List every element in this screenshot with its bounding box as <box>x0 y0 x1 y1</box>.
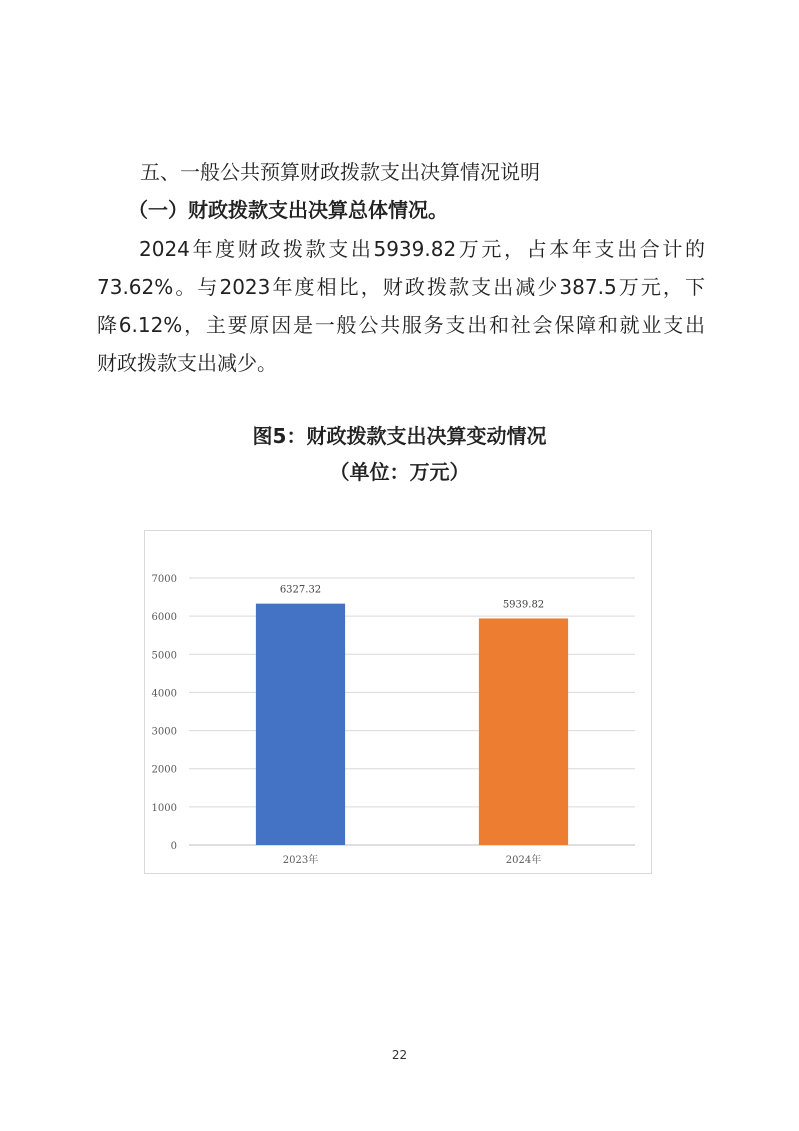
bar <box>256 604 345 845</box>
figure-subtitle: （单位：万元） <box>329 460 470 484</box>
data-label: 6327.32 <box>279 584 322 596</box>
x-tick-label: 2023年 <box>282 855 319 866</box>
paragraph-line: 降6.12%，主要原因是一般公共服务支出和社会保障和就业支出 <box>97 313 705 337</box>
bar <box>479 618 568 845</box>
y-tick-label: 0 <box>170 841 177 852</box>
bar-chart-svg <box>145 531 651 873</box>
paragraph-line: 2024年度财政拨款支出5939.82万元，占本年支出合计的 <box>139 237 705 261</box>
page-number: 22 <box>391 1048 408 1062</box>
y-tick-label: 1000 <box>151 802 177 814</box>
y-tick-label: 4000 <box>151 688 177 700</box>
y-tick-label: 2000 <box>151 764 177 776</box>
y-tick-label: 3000 <box>151 726 177 738</box>
x-tick-label: 2024年 <box>505 855 542 866</box>
body-paragraph <box>97 230 705 382</box>
paragraph-line: 73.62%。与2023年度相比，财政拨款支出减少387.5万元，下 <box>97 275 705 299</box>
bar-chart <box>144 530 652 874</box>
y-tick-label: 7000 <box>151 574 177 585</box>
section-subheading: （一）财政拨款支出决算总体情况。 <box>128 198 448 222</box>
section-heading: 五、一般公共预算财政拨款支出决算情况说明 <box>140 160 540 184</box>
figure-title: 图5：财政拨款支出决算变动情况 <box>252 424 547 448</box>
y-tick-label: 5000 <box>151 650 177 662</box>
paragraph-line: 财政拨款支出减少。 <box>97 351 277 375</box>
y-tick-label: 6000 <box>151 612 177 624</box>
data-label: 5939.82 <box>502 599 545 611</box>
